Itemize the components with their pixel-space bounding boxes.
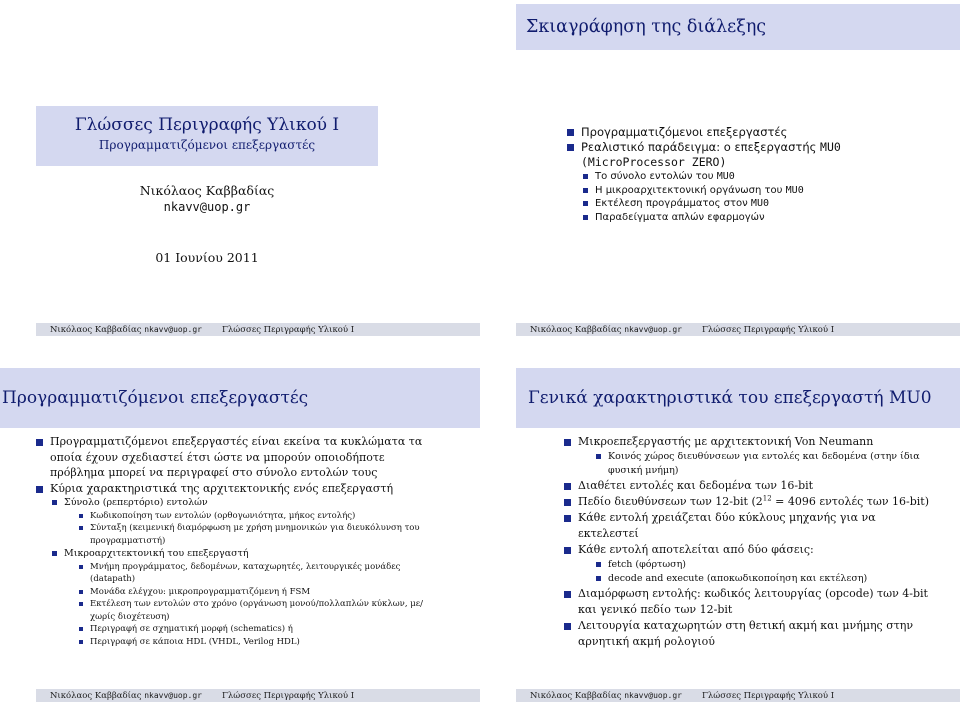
outline-item: Ρεαλιστικό παράδειγμα: ο επεξεργαστής MU0 (MicroProcessor ZERO) Το σύνολο εντολών του MU0 Η μικροαρχιτεκτονική οργάνωση του MU0 Εκτέλεση προγράμματος στον MU0 Παραδείγματα απλών εφαρμογών xyxy=(565,140,841,224)
slide-outline xyxy=(480,0,960,336)
list-subsubitem: Περιγραφή σε σχηματική μορφή (schematics) ή xyxy=(78,623,434,636)
footer-email: nkavv@uop.gr xyxy=(624,690,682,700)
footer-author: Νικόλαος Καββαδίας xyxy=(529,690,622,701)
slide-programmable-processors xyxy=(0,365,480,702)
footer-author: Νικόλαος Καββαδίας xyxy=(49,690,142,701)
list-subsubitem: Εκτέλεση των εντολών στο χρόνο (οργάνωση μονού/πολλαπλών κύκλων, με/χωρίς διοχέτευση) xyxy=(78,598,434,623)
list-subsubitem: Μονάδα ελέγχου: μικροπρογραμματιζόμενη ή FSM xyxy=(78,586,434,599)
footer-email: nkavv@uop.gr xyxy=(624,324,682,334)
author-name: Νικόλαος Καββαδίας xyxy=(139,183,275,198)
list-item: Διαθέτει εντολές και δεδομένα των 16-bit xyxy=(562,478,932,494)
frame-title: Σκιαγράφηση της διάλεξης xyxy=(516,4,960,50)
footer-email: nkavv@uop.gr xyxy=(144,690,202,700)
outline-subitem: Το σύνολο εντολών του MU0 xyxy=(581,170,841,184)
content-list xyxy=(34,434,434,648)
frame-title: Προγραμματιζόμενοι επεξεργαστές xyxy=(0,368,480,428)
list-item: Κύρια χαρακτηριστικά της αρχιτεκτονικής ενός επεξεργαστή Σύνολο (ρεπερτόριο) εντολών Κωδικοποίηση των εντολών (ορθογωνιότητα, μήκος εντολής) Σύνταξη (κειμενική διαμόρφωση με χρήση μνημονικών για διευκόλυνση του προγραμματιστή) Μικροαρχιτεκτονική του επεξεργαστή Μνήμη προγράμματος, δεδομένων, καταχωρητές, λειτουργικές μονάδες (datapath) Μονάδα ελέγχου: μικροπρογραμματιζόμενη ή FSM Εκτέλεση των εντολών στο χρόνο (οργάνωση μονού/πολλαπλών κύκλων, με/χωρίς διοχέτευση) Περιγραφή σε σχηματική μορφή (schematics) ή Περιγραφή σε κάποια HDL (VHDL, Verilog HDL) xyxy=(34,481,434,649)
list-subitem: decode and execute (αποκωδικοποίηση και εκτέλεση) xyxy=(594,572,932,586)
outline-item: Προγραμματιζόμενοι επεξεργαστές xyxy=(565,125,841,140)
footer-course: Γλώσσες Περιγραφής Υλικού Ι xyxy=(222,690,355,701)
list-subsubitem: Μνήμη προγράμματος, δεδομένων, καταχωρητές, λειτουργικές μονάδες (datapath) xyxy=(78,561,434,586)
footer-email: nkavv@uop.gr xyxy=(144,324,202,334)
outline-subitem: Εκτέλεση προγράμματος στον MU0 xyxy=(581,197,841,211)
slide-mu0-characteristics xyxy=(480,365,960,702)
list-subitem: Μικροαρχιτεκτονική του επεξεργαστή Μνήμη προγράμματος, δεδομένων, καταχωρητές, λειτουργικές μονάδες (datapath) Μονάδα ελέγχου: μικροπρογραμματιζόμενη ή FSM Εκτέλεση των εντολών στο χρόνο (οργάνωση μονού/πολλαπλών κύκλων, με/χωρίς διοχέτευση) Περιγραφή σε σχηματική μορφή (schematics) ή Περιγραφή σε κάποια HDL (VHDL, Verilog HDL) xyxy=(50,547,434,648)
list-subitem: Σύνολο (ρεπερτόριο) εντολών Κωδικοποίηση των εντολών (ορθογωνιότητα, μήκος εντολής) Σύνταξη (κειμενική διαμόρφωση με χρήση μνημονικών για διευκόλυνση του προγραμματιστή) xyxy=(50,496,434,547)
slide-footer xyxy=(36,323,480,336)
presentation-title: Γλώσσες Περιγραφής Υλικού Ι xyxy=(74,115,340,135)
author-block xyxy=(36,182,378,216)
footer-author: Νικόλαος Καββαδίας xyxy=(529,324,622,335)
list-subitem: fetch (φόρτωση) xyxy=(594,558,932,572)
content-list xyxy=(562,434,932,650)
slide-title-page xyxy=(0,0,480,336)
footer-author: Νικόλαος Καββαδίας xyxy=(49,324,142,335)
list-subsubitem: Κωδικοποίηση των εντολών (ορθογωνιότητα, μήκος εντολής) xyxy=(78,510,434,523)
list-item: Διαμόρφωση εντολής: κωδικός λειτουργίας (opcode) των 4-bit και γενικό πεδίο των 12-bit xyxy=(562,586,932,618)
list-item: Λειτουργία καταχωρητών στη θετική ακμή και μνήμης στην αρνητική ακμή ρολογιού xyxy=(562,618,932,650)
list-item: Πεδίο διευθύνσεων των 12-bit ($2^{12} = 4096$ εντολές των 16-bit) xyxy=(562,494,932,510)
list-item: Κάθε εντολή χρειάζεται δύο κύκλους μηχανής για να εκτελεστεί xyxy=(562,510,932,542)
slide-footer xyxy=(516,323,960,336)
outline-subitem: Παραδείγματα απλών εφαρμογών xyxy=(581,211,841,225)
footer-course: Γλώσσες Περιγραφής Υλικού Ι xyxy=(702,324,835,335)
list-item: Κάθε εντολή αποτελείται από δύο φάσεις: fetch (φόρτωση) decode and execute (αποκωδικοποίηση και εκτέλεση) xyxy=(562,542,932,586)
footer-course: Γλώσσες Περιγραφής Υλικού Ι xyxy=(222,324,355,335)
slide-footer xyxy=(36,689,480,702)
footer-course: Γλώσσες Περιγραφής Υλικού Ι xyxy=(702,690,835,701)
list-item: Προγραμματιζόμενοι επεξεργαστές είναι εκείνα τα κυκλώματα τα οποία έχουν σχεδιαστεί έτσι ώστε να μπορούν οποιοδήποτε πρόβλημα μπορεί να περιγραφεί στο σύνολο εντολών τους xyxy=(34,434,434,481)
list-subitem: Κοινός χώρος διευθύνσεων για εντολές και δεδομένα (στην ίδια φυσική μνήμη) xyxy=(594,450,932,478)
outline-subitem: Η μικροαρχιτεκτονική οργάνωση του MU0 xyxy=(581,184,841,198)
frame-title: Γενικά χαρακτηριστικά του επεξεργαστή MU0 xyxy=(516,368,960,428)
title-box xyxy=(36,106,378,166)
outline-list xyxy=(565,125,841,224)
author-email: nkavv@uop.gr xyxy=(163,200,251,214)
slide-footer xyxy=(516,689,960,702)
list-subsubitem: Περιγραφή σε κάποια HDL (VHDL, Verilog HDL) xyxy=(78,636,434,649)
list-subsubitem: Σύνταξη (κειμενική διαμόρφωση με χρήση μνημονικών για διευκόλυνση του προγραμματιστή) xyxy=(78,522,434,547)
list-item: Μικροεπεξεργαστής με αρχιτεκτονική Von Neumann Κοινός χώρος διευθύνσεων για εντολές και δεδομένα (στην ίδια φυσική μνήμη) xyxy=(562,434,932,478)
presentation-subtitle: Προγραμματιζόμενοι επεξεργαστές xyxy=(98,138,316,152)
presentation-date: 01 Ιουνίου 2011 xyxy=(155,250,259,265)
